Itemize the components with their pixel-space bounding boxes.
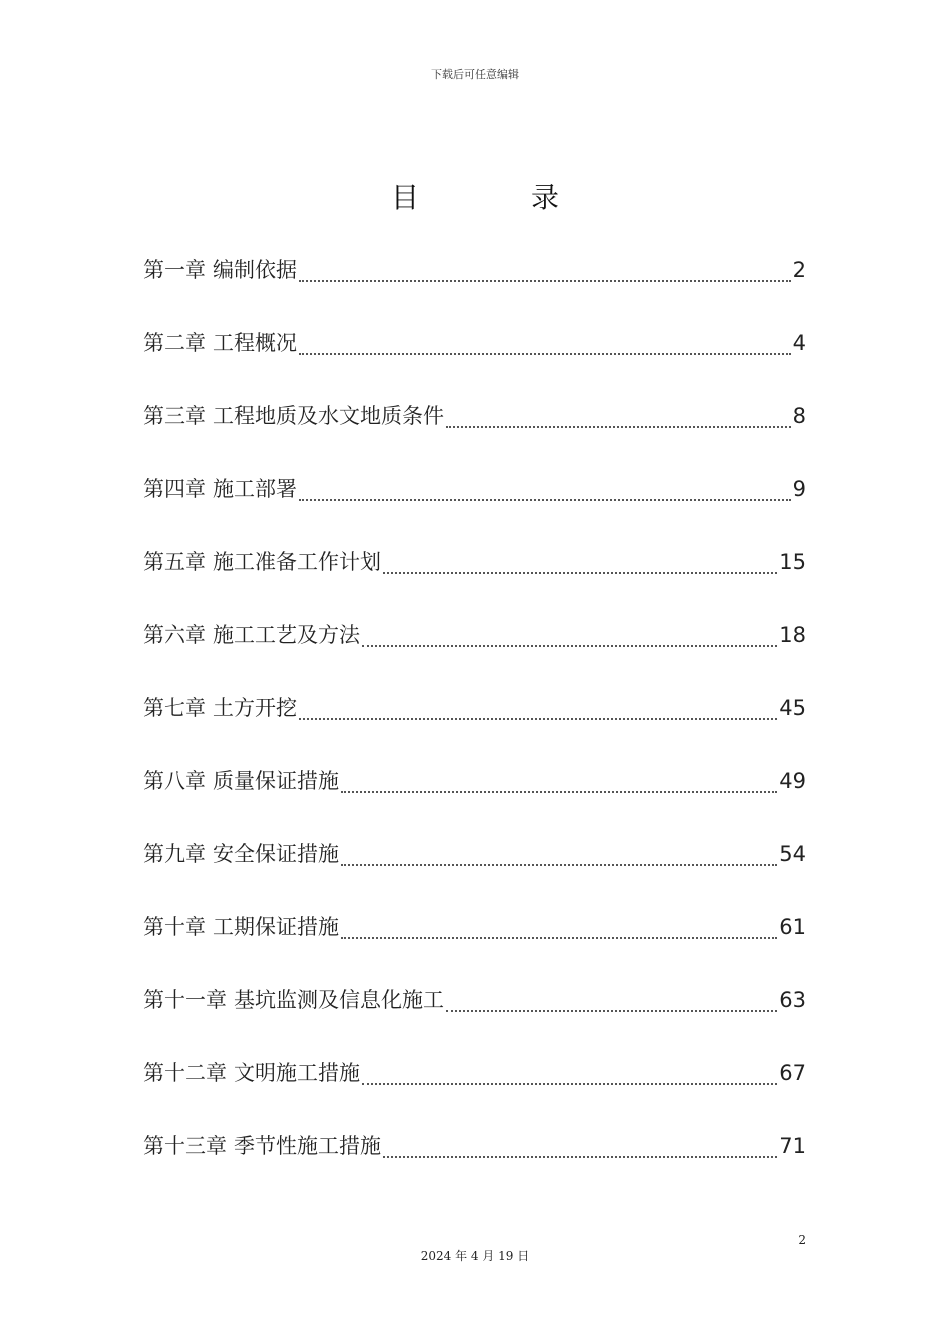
toc-entry-chapter: 第七章 [143,696,206,720]
toc-entry[interactable] [143,396,806,469]
toc-entry-leader [446,396,791,428]
toc-entry-leader [341,834,777,866]
toc-entry-chapter: 第六章 [143,623,206,647]
toc-entry-chapter: 第三章 [143,404,206,428]
toc-entry-chapter: 第五章 [143,550,206,574]
toc-entry-chapter: 第四章 [143,477,206,501]
toc-entry-name: 土方开挖 [213,696,297,720]
toc-entry-page: 8 [792,404,806,428]
toc-entry-name: 工程概况 [213,331,297,355]
toc-entry-page: 45 [779,696,806,720]
toc-entry-chapter: 第九章 [143,842,206,866]
toc-entry-chapter: 第十三章 [143,1134,227,1158]
toc-entry-leader [362,1053,777,1085]
toc-entry-leader [299,323,791,355]
toc-entry-page: 54 [779,842,806,866]
toc-entry-name: 编制依据 [213,258,297,282]
page-number: 2 [798,1233,806,1247]
toc-entry-leader [446,980,777,1012]
toc-entry-page: 4 [792,331,806,355]
toc-entry[interactable] [143,688,806,761]
toc-entry-name: 工程地质及水文地质条件 [213,404,444,428]
toc-entry-name: 施工部署 [213,477,297,501]
toc-entry-chapter: 第一章 [143,258,206,282]
toc-entry-leader [341,761,777,793]
toc-entry[interactable] [143,615,806,688]
toc-entry-name: 季节性施工措施 [234,1134,381,1158]
toc-entry[interactable] [143,542,806,615]
toc-entry-leader [383,1126,777,1158]
toc-entry-leader [299,688,777,720]
toc-entry[interactable] [143,1053,806,1126]
toc-entry-page: 2 [792,258,806,282]
toc-entry-name: 施工准备工作计划 [213,550,381,574]
toc-entry-page: 18 [779,623,806,647]
toc-entry-page: 71 [779,1134,806,1158]
toc-entry-leader [383,542,777,574]
toc-entry-leader [362,615,777,647]
toc-entry-leader [299,250,791,282]
toc-entry[interactable] [143,761,806,834]
toc-entry-chapter: 第十章 [143,915,206,939]
toc-entry-name: 工期保证措施 [213,915,339,939]
toc-entry-leader [341,907,777,939]
toc-title-left: 目 [390,181,419,214]
toc-entry-chapter: 第八章 [143,769,206,793]
toc-entry-name: 基坑监测及信息化施工 [234,988,444,1012]
toc-entry[interactable] [143,1126,806,1199]
toc-entry-name: 施工工艺及方法 [213,623,360,647]
toc-entry-page: 67 [779,1061,806,1085]
toc-entry-name: 文明施工措施 [234,1061,360,1085]
toc-entry-page: 9 [792,477,806,501]
toc-title [0,176,950,216]
toc-entry-page: 49 [779,769,806,793]
toc-entry-page: 15 [779,550,806,574]
toc-entry-name: 安全保证措施 [213,842,339,866]
toc-entry[interactable] [143,323,806,396]
toc-entry[interactable] [143,834,806,907]
toc-entry[interactable] [143,980,806,1053]
toc-entry-leader [299,469,791,501]
toc-entry-chapter: 第二章 [143,331,206,355]
toc-entry[interactable] [143,907,806,980]
toc-title-right: 录 [530,181,559,214]
toc-entry-chapter: 第十一章 [143,988,227,1012]
header-note: 下载后可任意编辑 [431,68,519,81]
toc-entry-page: 63 [779,988,806,1012]
footer-date: 2024 年 4 月 19 日 [420,1249,530,1263]
toc-entry[interactable] [143,469,806,542]
toc-entry-name: 质量保证措施 [213,769,339,793]
toc-entry-page: 61 [779,915,806,939]
toc-entry-chapter: 第十二章 [143,1061,227,1085]
toc-entry[interactable] [143,250,806,323]
toc-list [143,250,806,1199]
